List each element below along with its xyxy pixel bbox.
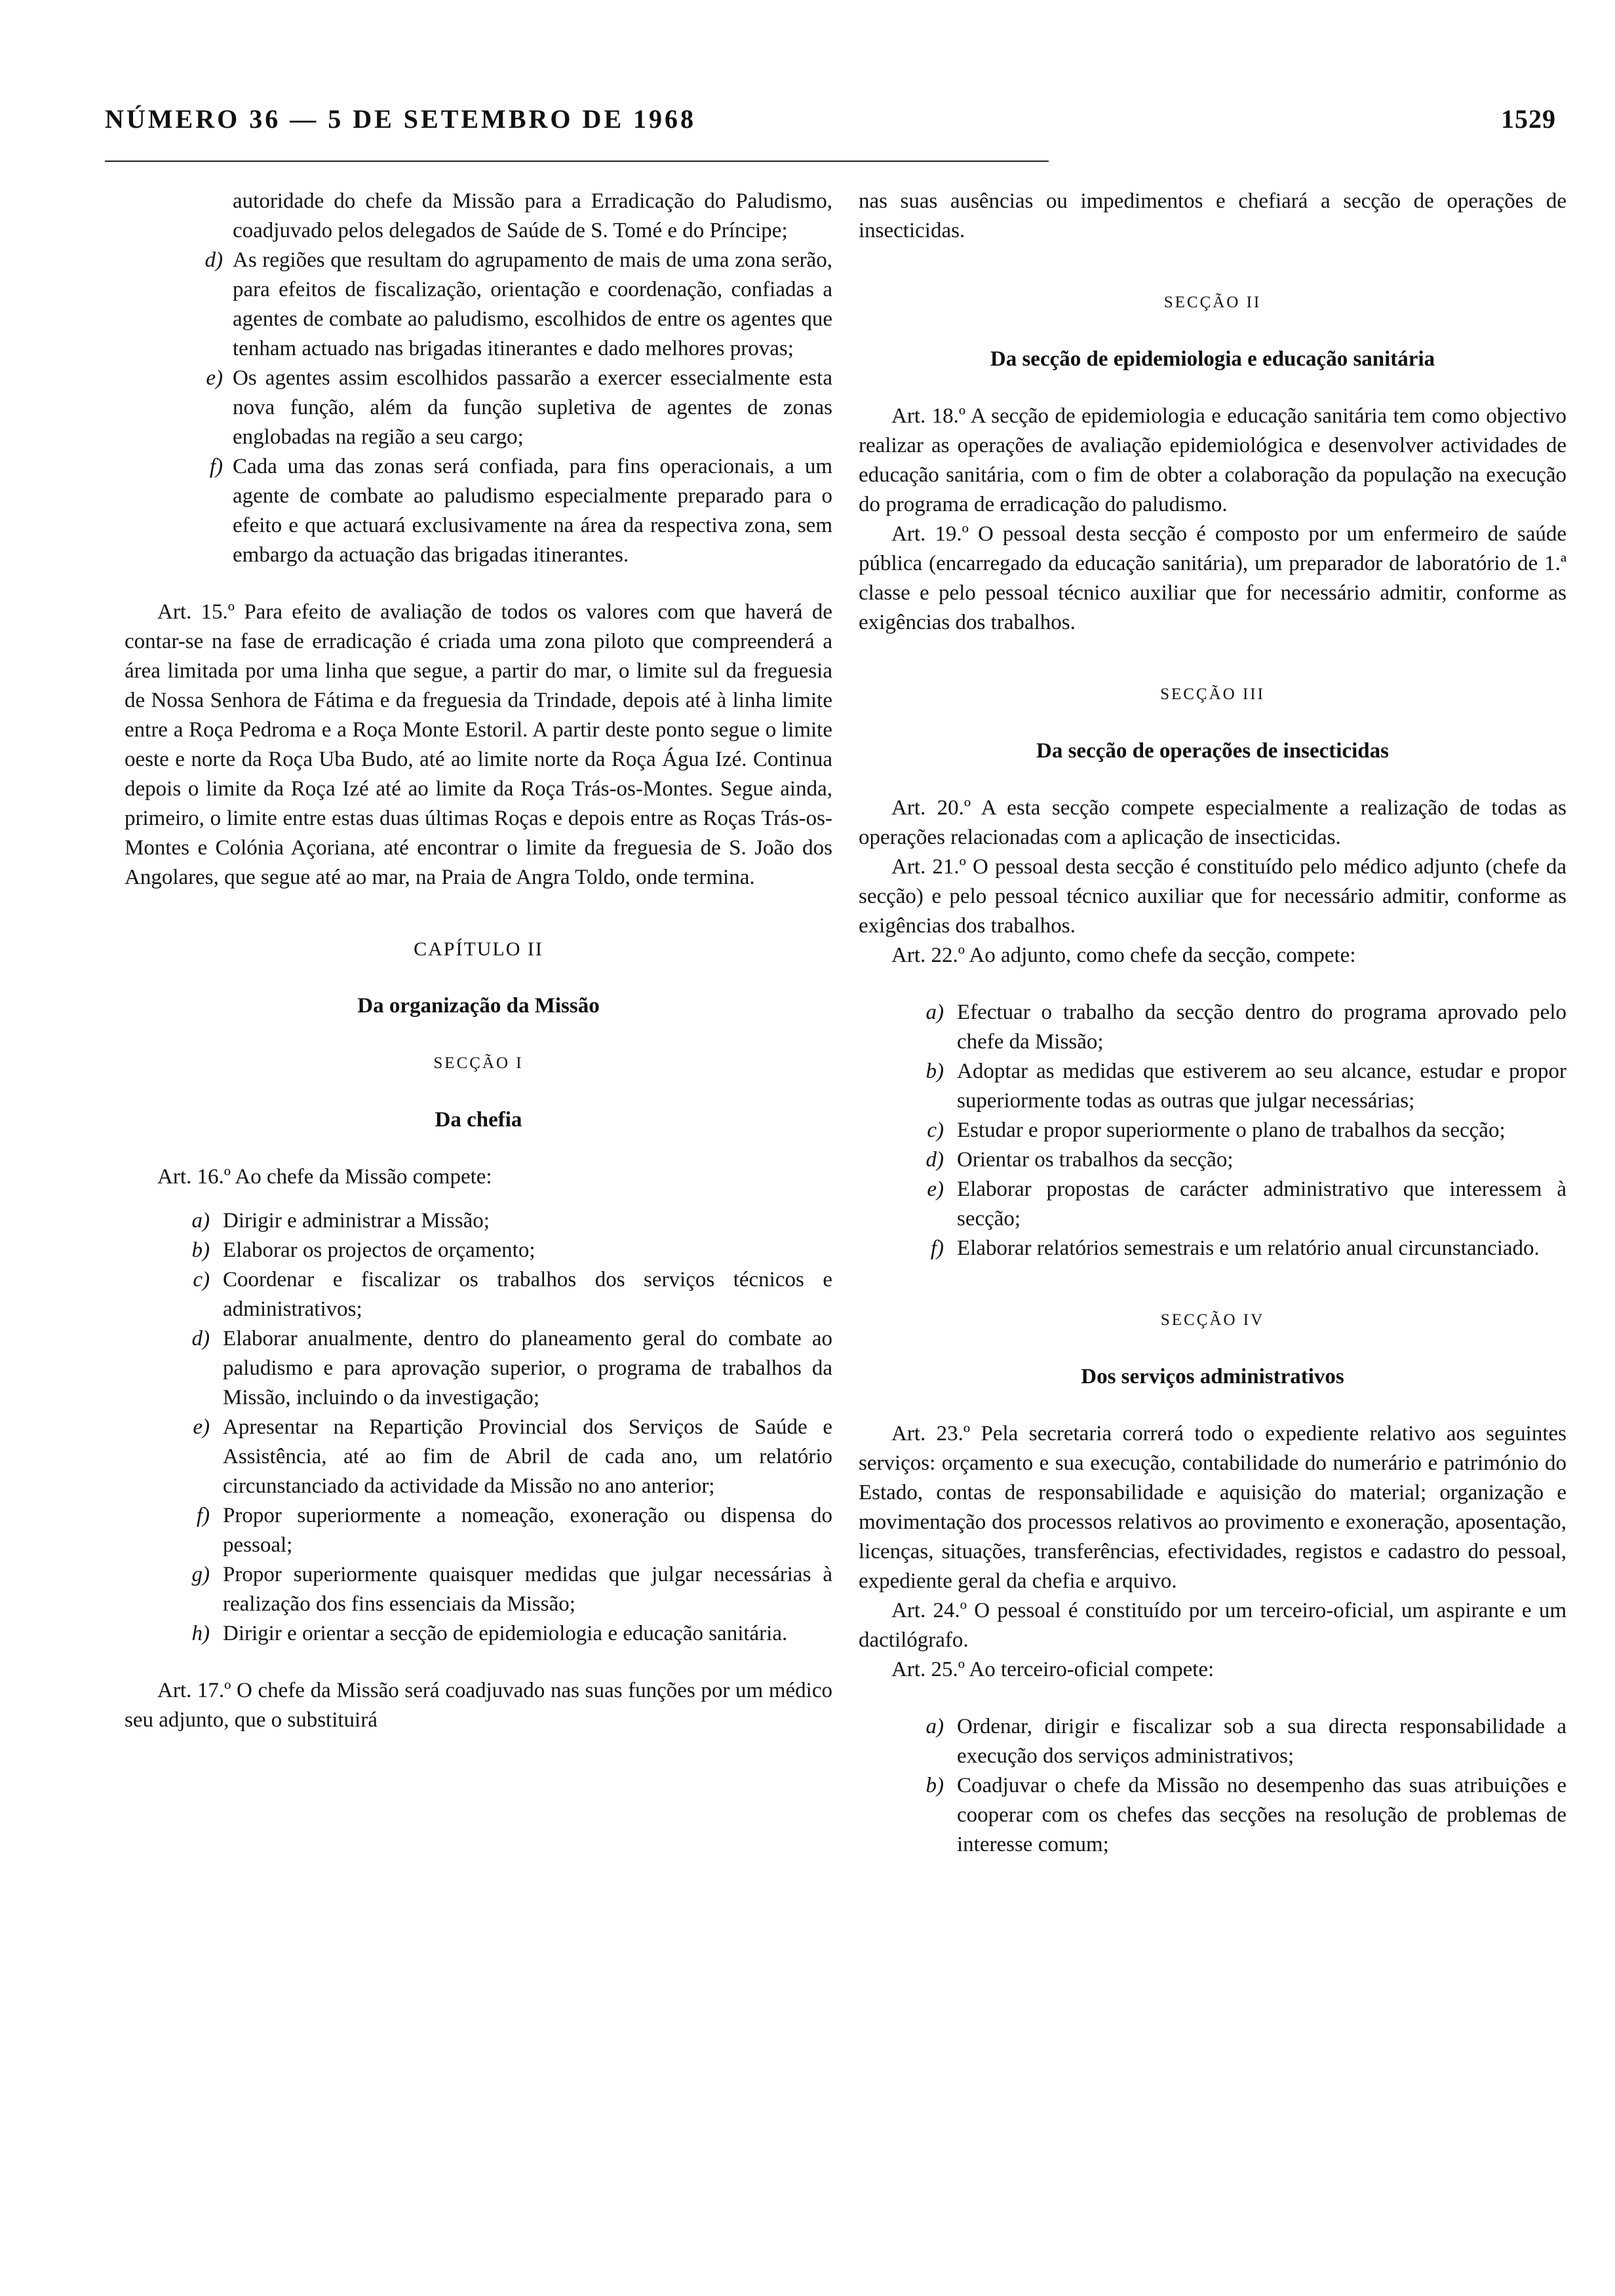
list-item [125,452,832,570]
list-item [125,246,832,364]
section-heading: SECÇÃO II [1163,294,1262,311]
item-label: h) [191,1622,210,1645]
list-item [125,1206,832,1236]
item-text: Dirigir e orientar a secção de epidemiologia e educação sanitária. [223,1622,788,1645]
item-label: d) [191,1327,210,1350]
gazette-issue-title: NÚMERO 36 — 5 DE SETEMBRO DE 1968 [105,104,697,134]
item-text: As regiões que resultam do agrupamento de mais de uma zona serão, para efeitos de fiscalização, orientação e coordenação, confiadas a agentes de combate ao paludismo, escolhidos de entre os agentes que tenham actuado nas brigadas itinerantes e dado melhores provas; [233,248,832,360]
item-label: f) [209,455,223,478]
item-label: a) [925,1715,944,1738]
item-label: c) [927,1119,944,1142]
article-22: Art. 22.º Ao adjunto, como chefe da secção, compete: [891,944,1356,967]
item-text: Apresentar na Repartição Provincial dos Serviços de Saúde e Assistência, até ao fim de Abril de cada ano, um relatório circunstanciado da actividade da Missão no ano anterior; [223,1415,832,1498]
article-15: Art. 15.º Para efeito de avaliação de todos os valores com que haverá de contar-se na fase de erradicação é criada uma zona piloto que compreenderá a área limitada por uma linha que segue, a partir do mar, o limite sul da freguesia de Nossa Senhora de Fátima e da freguesia da Trindade, depois até à linha limite entre a Roça Pedroma e a Roça Monte Estoril. A partir deste ponto segue o limite oeste e norte da Roça Uba Budo, até ao limite norte da Roça Água Izé. Continua depois o limite da Roça Izé até ao limite da Roça Trás-os-Montes. Segue ainda, primeiro, o limite entre estas duas últimas Roças e depois entre as Roças Trás-os-Montes e Colónia Açoriana, até encontrar o limite da freguesia de S. João dos Angolares, que segue até ao mar, na Praia de Angra Toldo, onde termina. [125,600,832,889]
section-heading: SECÇÃO I [433,1054,524,1072]
article-17: Art. 17.º O chefe da Missão será coadjuvado nas suas funções por um médico seu adjunto, que o substituirá [125,1679,832,1732]
item-label: e) [206,366,223,390]
list-item [859,1712,1566,1771]
item-label: e) [927,1177,944,1201]
chapter-title: Da organização da Missão [357,994,600,1018]
list-item [125,1413,832,1501]
article-16: Art. 16.º Ao chefe da Missão compete: [157,1165,492,1189]
item-text: Elaborar anualmente, dentro do planeamento geral do combate ao paludismo e para aprovação superior, o programa de trabalhos da Missão, incluindo o da investigação; [223,1327,832,1409]
list-item [859,1771,1566,1860]
page-number: 1529 [1501,104,1556,134]
list-item [125,1324,832,1413]
item-text: Cada uma das zonas será confiada, para fins operacionais, a um agente de combate ao paludismo especialmente preparado para o efeito e que actuará exclusivamente na área da respectiva zona, sem embargo da actuação das brigadas itinerantes. [233,455,832,567]
right-column [859,187,1566,1860]
list-item [125,1265,832,1324]
article-23: Art. 23.º Pela secretaria correrá todo o expediente relativo aos seguintes serviços: orçamento e sua execução, contabilidade do numerário e património do Estado, contas de responsabilidade e aquisição do material; organização e movimentação dos processos relativos ao provimento e exoneração, aposentação, licenças, situações, transferências, efectividades, registos e cadastro do pessoal, expediente geral da chefia e arquivo. [859,1422,1566,1593]
section-title: Dos serviços administrativos [1081,1365,1344,1388]
header-rule [105,161,1049,162]
item-text: Os agentes assim escolhidos passarão a exercer essecialmente esta nova função, além da função supletiva de agentes de zonas englobadas na região a seu cargo; [233,366,832,449]
page-header [105,104,1556,149]
item-text: Efectuar o trabalho da secção dentro do programa aprovado pelo chefe da Missão; [957,1001,1566,1054]
article-17-continuation: nas suas ausências ou impedimentos e chefiará a secção de operações de insecticidas. [859,189,1566,242]
item-text: Ordenar, dirigir e fiscalizar sob a sua directa responsabilidade a execução dos serviços administrativos; [957,1715,1566,1768]
article-25: Art. 25.º Ao terceiro-oficial compete: [891,1658,1215,1681]
item-text: Dirigir e administrar a Missão; [223,1209,490,1233]
section-title: Da secção de epidemiologia e educação sanitária [990,347,1435,371]
item-text: Coordenar e fiscalizar os trabalhos dos serviços técnicos e administrativos; [223,1268,832,1321]
list-item [125,1560,832,1619]
article-24: Art. 24.º O pessoal é constituído por um terceiro-oficial, um aspirante e um dactilógrafo. [859,1599,1566,1652]
item-label: g) [191,1563,210,1586]
list-item [859,1057,1566,1116]
article-18: Art. 18.º A secção de epidemiologia e educação sanitária tem como objectivo realizar as operações de avaliação epidemiológica e desenvolver actividades de educação sanitária, com o fim de obter a colaboração da população na execução do programa de erradicação do paludismo. [859,404,1566,516]
item-label: b) [925,1774,944,1797]
item-text: Elaborar propostas de carácter administrativo que interessem à secção; [957,1177,1566,1231]
item-label: a) [191,1209,210,1233]
item-text: Adoptar as medidas que estiverem ao seu alcance, estudar e propor superiormente todas as outras que julgar necessárias; [957,1060,1566,1113]
item-label: b) [925,1060,944,1083]
list-item [859,998,1566,1057]
item-text: Elaborar os projectos de orçamento; [223,1238,535,1262]
list-item [125,1501,832,1560]
item-text: Propor superiormente quaisquer medidas que julgar necessárias à realização dos fins essenciais da Missão; [223,1563,832,1616]
section-title: Da secção de operações de insecticidas [1036,739,1389,763]
item-text: Orientar os trabalhos da secção; [957,1148,1234,1172]
item-label: c) [193,1268,210,1292]
item-text: Coadjuvar o chefe da Missão no desempenho das suas atribuições e cooperar com os chefes das secções na resolução de problemas de interesse comum; [957,1774,1566,1856]
item-text: Elaborar relatórios semestrais e um relatório anual circunstanciado. [957,1236,1540,1260]
list-item [125,1236,832,1265]
list-item [125,1619,832,1649]
item-label: d) [925,1148,944,1172]
item-text: Propor superiormente a nomeação, exoneração ou dispensa do pessoal; [223,1504,832,1557]
item-label: d) [204,248,223,272]
section-heading: SECÇÃO III [1160,685,1265,703]
item-c-continuation: autoridade do chefe da Missão para a Erradicação do Paludismo, coadjuvado pelos delegados de Saúde de S. Tomé e do Príncipe; [233,189,832,242]
item-label: a) [925,1001,944,1024]
item-text: Estudar e propor superiormente o plano de trabalhos da secção; [957,1119,1506,1142]
chapter-heading: CAPÍTULO II [414,938,543,960]
item-label: f) [930,1236,944,1260]
left-column [125,187,832,1735]
list-item [859,1116,1566,1145]
section-heading: SECÇÃO IV [1160,1311,1265,1329]
article-19: Art. 19.º O pessoal desta secção é composto por um enfermeiro de saúde pública (encarregado da educação sanitária), um preparador de laboratório de 1.ª classe e pelo pessoal técnico auxiliar que for necessário admitir, conforme as exigências dos trabalhos. [859,522,1566,634]
item-label: e) [193,1415,210,1439]
item-label: b) [191,1238,210,1262]
section-title: Da chefia [435,1108,522,1132]
list-item [125,364,832,452]
list-item [859,1145,1566,1175]
item-label: f) [196,1504,210,1527]
list-item [859,1175,1566,1234]
article-20: Art. 20.º A esta secção compete especialmente a realização de todas as operações relacionadas com a aplicação de insecticidas. [859,796,1566,849]
article-21: Art. 21.º O pessoal desta secção é constituído pelo médico adjunto (chefe da secção) e pelo pessoal técnico auxiliar que for necessário admitir, conforme as exigências dos trabalhos. [859,855,1566,938]
list-item [859,1234,1566,1263]
